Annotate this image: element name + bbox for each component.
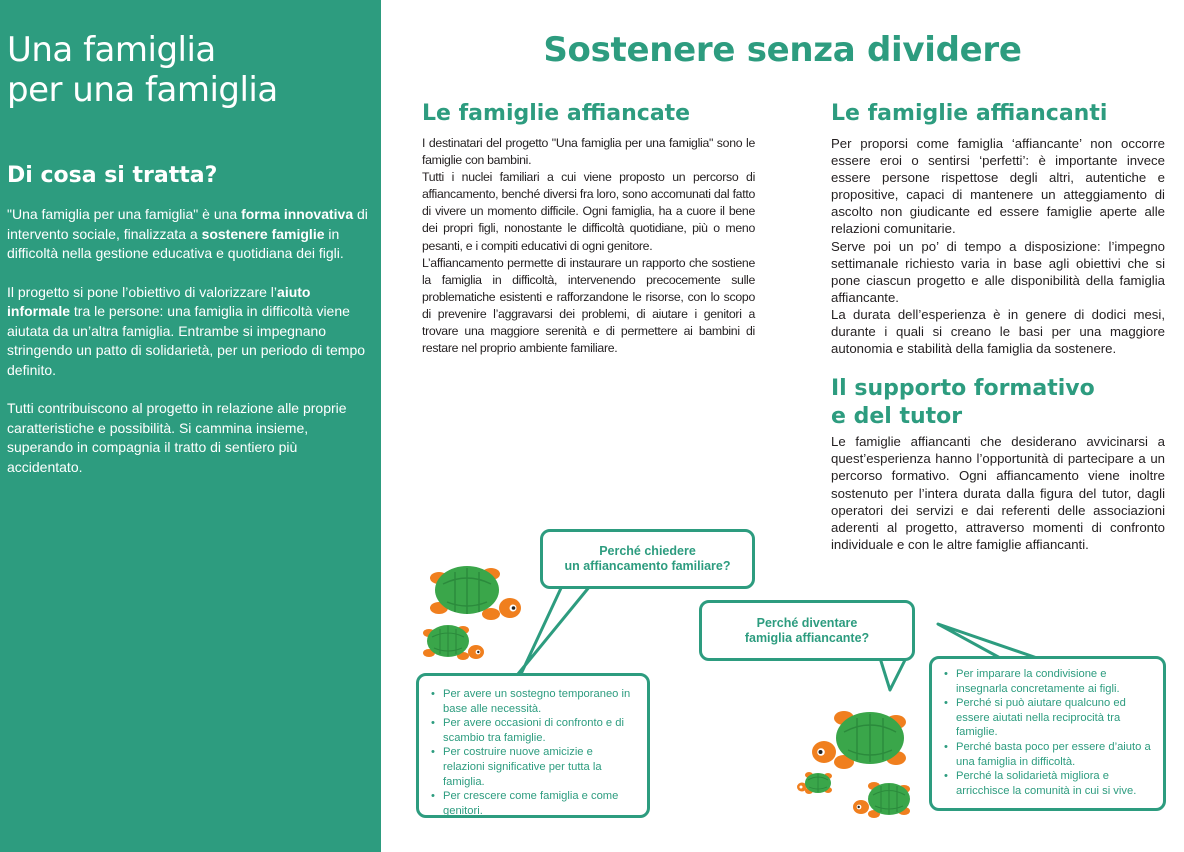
list-item: • Per avere occasioni di confronto e di scambio tra famiglie. [429,716,637,745]
list-item: • Perché basta poco per essere d’aiuto a una famiglia in difficoltà. [942,740,1153,769]
bubble2-tail [880,658,906,690]
paragraph: I destinatari del progetto "Una famiglia per una famiglia" sono le famiglie con bambini. [422,136,755,168]
section-affiancanti [831,100,1165,553]
turtle-icon [852,778,916,822]
text-span: di intervento sociale, finalizzata a [7,206,368,242]
text-span: in difficoltà nella gestione educativa e quotidiana dei figli. [7,225,344,261]
heading-line: e del tutor [831,404,963,430]
answer-bubble-2 [929,656,1166,811]
bubble3-tail [938,624,1040,659]
bubble1-tail [518,586,590,674]
answer-list-1 [429,687,637,818]
left-paragraph-1 [7,205,375,264]
turtle-icon [420,620,486,664]
heading-affiancanti: Le famiglie affiancanti [831,101,1108,126]
answer-bubble-1 [416,673,650,818]
bold-span: aiuto informale [7,283,311,319]
paragraph: L’affiancamento permette di instaurare un rapporto che sostiene la famiglia in difficoltà, intervenendo precocemente sulle problematiche esistenti e rafforzandone le risorse, con lo scopo di prevenire l’aggravarsi dei problemi, di aiutare i genitori a trovare una maggiore serenità e di permettere ai bambini di restare nel proprio ambiente familiare. [422,255,755,356]
left-title-line1: Una famiglia [7,30,216,70]
question-line: Perché chiedere [599,544,696,558]
answer-list-2 [942,667,1153,798]
list-item: • Perché la solidarietà migliora e arricchisce la comunità in cui si vive. [942,769,1153,798]
paragraph: La durata dell’esperienza è in genere di dodici mesi, durante i quali si creano le basi per una maggiore autonomia e stabilità della famiglia da sostenere. [831,306,1165,357]
left-title [7,30,375,110]
affiancanti-text [831,135,1165,357]
text-span: "Una famiglia per una famiglia" è una [7,206,242,222]
question-line: Perché diventare [756,615,858,630]
left-panel [0,0,381,852]
question-bubble-1 [540,529,755,589]
left-title-line2: per una famiglia [7,70,278,110]
section-affiancate [422,100,755,357]
list-item: • Perché si può aiutare qualcuno ed essere aiutati nella reciprocità tra famiglie. [942,696,1153,740]
list-item: • Per avere un sostegno temporaneo in base alle necessità. [429,687,637,716]
bold-span: forma innovativa [241,206,354,222]
heading-line: Il supporto formativo [831,376,1095,402]
paragraph: Serve poi un po’ di tempo a disposizione: l’impegno settimanale richiesto varia in base agli obiettivi che si pone ciascun progetto e alle disponibilità della famiglia affiancante. [831,238,1165,305]
question-line: famiglia affiancante? [744,630,870,645]
list-item: • Per imparare la condivisione e insegnarla concretamente ai figli. [942,667,1153,696]
heading-affiancate: Le famiglie affiancate [422,101,691,126]
turtle-icon [425,558,525,626]
supporto-text: Le famiglie affiancanti che desiderano avvicinarsi a quest’esperienza hanno l’opportunità di partecipare a un percorso formativo. Ogni affiancamento viene inoltre sostenuto per l’intera durata dalla figura del tutor, dagli operatori dei servizi e dai referenti delle associazioni aderenti al progetto, attraverso momenti di confronto individuale e con le altre famiglie affiancanti. [831,434,1165,552]
left-subtitle: Di cosa si tratta? [7,163,218,188]
turtle-icon [810,704,916,776]
left-paragraph-3: Tutti contribuiscono al progetto in relazione alle proprie caratteristiche e possibilità. Si cammina insieme, superando in compagnia il tratto di sentiero più accidentato. [7,400,347,475]
question-2 [745,616,869,646]
left-paragraph-2 [7,283,375,381]
paragraph: Per proporsi come famiglia ‘affiancante’ non occorre essere eroi o sentirsi ‘perfetti’: è importante invece essere persone rispettose degli altri, autentiche e propositive, capaci di mantenere un atteggiamento di ascolto non giudicante ed essere famiglie aperte alle relazioni comunitarie. [831,136,1165,237]
question-1 [564,544,730,574]
bold-span: sostenere famiglie [201,225,325,242]
question-bubble-2 [699,600,915,661]
paragraph: Tutti i nuclei familiari a cui viene proposto un percorso di affiancamento, benché diversi fra loro, sono accomunati dal fatto di vivere un momento difficile. Ogni famiglia, ha a cuore il bene dei propri figli, nonostante le difficoltà quotidiane, più o meno pesanti, e i compiti educativi di ogni genitore. [422,170,755,253]
affiancate-text [422,135,755,357]
text-span: tra le persone: una famiglia in difficoltà viene aiutata da un’altra famiglia. Entrambe si impegnano stringendo un patto di solidarietà, per un periodo di tempo definito. [7,303,366,378]
heading-supporto [831,375,1165,431]
list-item: • Per costruire nuove amicizie e relazioni significative per tutta la famiglia. [429,745,637,789]
list-item: • Per crescere come famiglia e come genitori. [429,789,637,818]
turtle-icon [796,770,836,796]
text-span: Il progetto si pone l’obiettivo di valorizzare l’ [7,283,278,300]
question-line: un affiancamento familiare? [564,559,731,573]
main-title: Sostenere senza dividere [543,30,1022,70]
